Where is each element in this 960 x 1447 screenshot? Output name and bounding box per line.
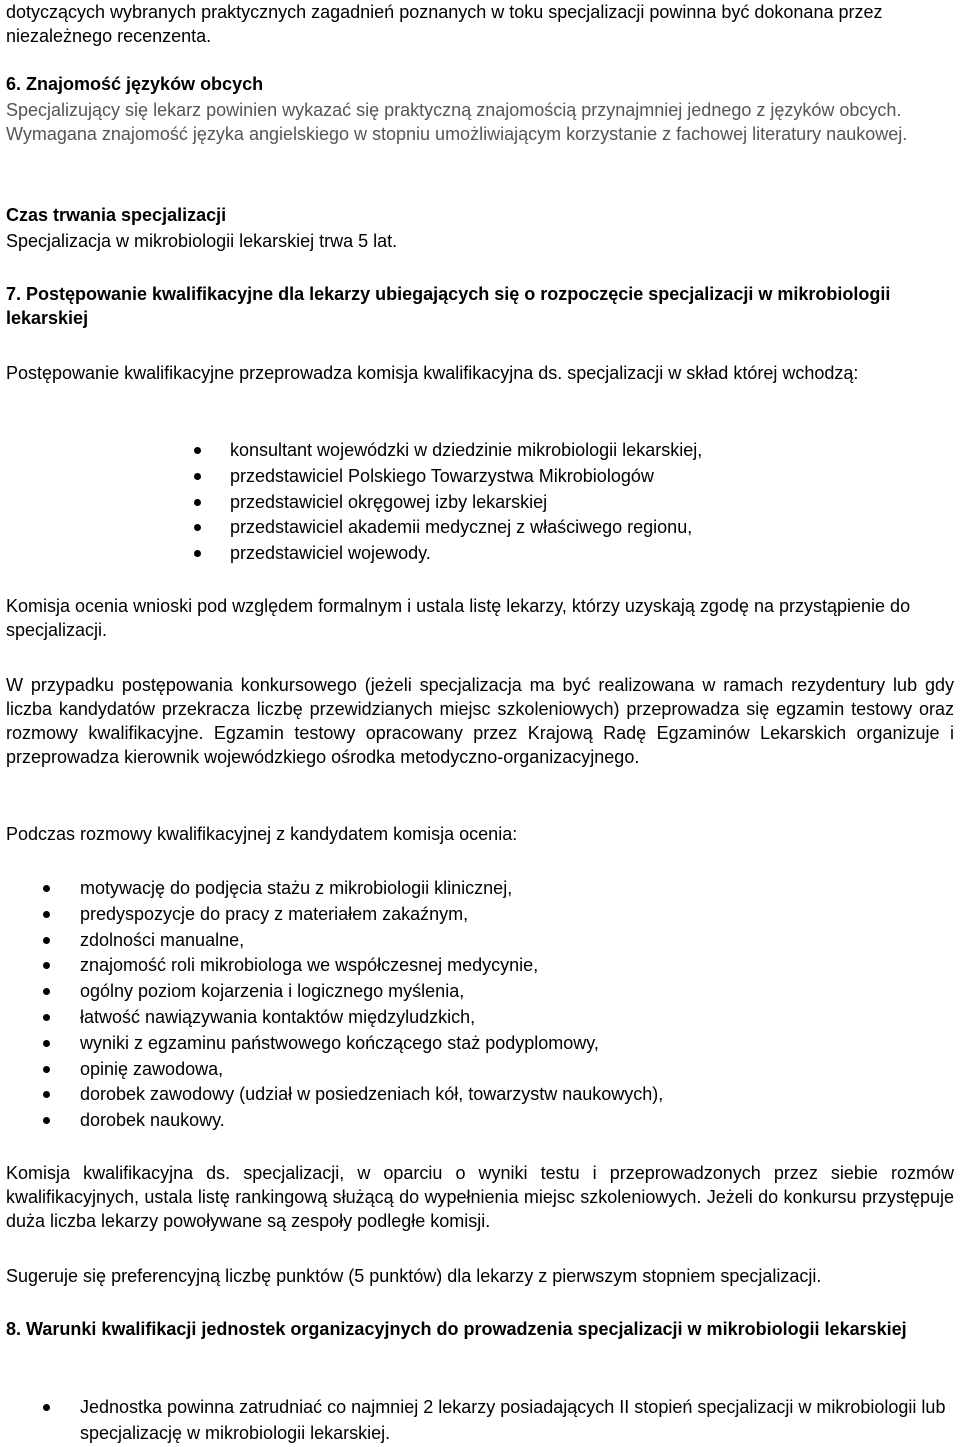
points-paragraph: Sugeruje się preferencyjną liczbę punktów (5 punktów) dla lekarzy z pierwszym stopniem specjalizacji. xyxy=(6,1266,822,1286)
committee-members-list xyxy=(6,438,954,567)
unit-conditions-list xyxy=(6,1395,954,1447)
list-item: wyniki z egzaminu państwowego kończącego staż podyplomowy, xyxy=(6,1031,954,1057)
section-8-heading: 8. Warunki kwalifikacji jednostek organizacyjnych do prowadzenia specjalizacji w mikrobiologii lekarskiej xyxy=(6,1319,907,1339)
list-item: znajomość roli mikrobiologa we współczesnej medycynie, xyxy=(6,953,954,979)
interview-criteria-list xyxy=(6,876,954,1134)
committee-intro: Postępowanie kwalifikacyjne przeprowadza komisja kwalifikacyjna ds. specjalizacji w skład której wchodzą: xyxy=(6,363,859,383)
list-item: dorobek naukowy. xyxy=(6,1108,954,1134)
list-item: dorobek zawodowy (udział w posiedzeniach kół, towarzystw naukowych), xyxy=(6,1082,954,1108)
duration-heading: Czas trwania specjalizacji xyxy=(6,205,227,225)
intro-paragraph: dotyczących wybranych praktycznych zagadnień poznanych w toku specjalizacji powinna być dokonana przez niezależnego recenzenta. xyxy=(6,2,883,46)
list-item: przedstawiciel akademii medycznej z właściwego regionu, xyxy=(6,515,954,541)
interview-intro: Podczas rozmowy kwalifikacyjnej z kandydatem komisja ocenia: xyxy=(6,824,518,844)
list-item: ogólny poziom kojarzenia i logicznego myślenia, xyxy=(6,979,954,1005)
section-7-heading: 7. Postępowanie kwalifikacyjne dla lekarzy ubiegających się o rozpoczęcie specjalizacji w mikrobiologii lekarskiej xyxy=(6,284,891,328)
section-6-heading: 6. Znajomość języków obcych xyxy=(6,74,264,94)
committee-paragraph: Komisja ocenia wnioski pod względem formalnym i ustala listę lekarzy, którzy uzyskają zgodę na przystąpienie do specjalizacji. xyxy=(6,596,911,640)
duration-body: Specjalizacja w mikrobiologii lekarskiej trwa 5 lat. xyxy=(6,231,398,251)
list-item: konsultant wojewódzki w dziedzinie mikrobiologii lekarskiej, xyxy=(6,438,954,464)
list-item: zdolności manualne, xyxy=(6,928,954,954)
list-item: przedstawiciel wojewody. xyxy=(6,541,954,567)
list-item: Jednostka powinna zatrudniać co najmniej 2 lekarzy posiadających II stopień specjalizacji w mikrobiologii lub specjalizację w mikrobiologii lekarskiej. xyxy=(6,1395,954,1447)
list-item: predyspozycje do pracy z materiałem zakaźnym, xyxy=(6,902,954,928)
list-item: przedstawiciel okręgowej izby lekarskiej xyxy=(6,490,954,516)
list-item: opinię zawodowa, xyxy=(6,1057,954,1083)
competition-paragraph: W przypadku postępowania konkursowego (jeżeli specjalizacja ma być realizowana w ramach rezydentury lub gdy liczba kandydatów przekracza liczbę przewidzianych miejsc szkoleniowych) przeprowadza się egzamin testowy oraz rozmowy kwalifikacyjne. Egzamin testowy opracowany przez Krajową Radę Egzaminów Lekarskich organizuje i przeprowadza kierownik wojewódzkiego ośrodka metodyczno-organizacyjnego. xyxy=(6,675,954,767)
list-item: motywację do podjęcia stażu z mikrobiologii klinicznej, xyxy=(6,876,954,902)
section-6-body: Specjalizujący się lekarz powinien wykazać się praktyczną znajomością przynajmniej jednego z języków obcych. Wymagana znajomość języka angielskiego w stopniu umożliwiającym korzystanie z fachowej literatury naukowej. xyxy=(6,100,908,144)
ranking-paragraph: Komisja kwalifikacyjna ds. specjalizacji, w oparciu o wyniki testu i przeprowadzonych przez siebie rozmów kwalifikacyjnych, ustala listę rankingową służącą do wypełnienia miejsc szkoleniowych. Jeżeli do konkursu przystępuje duża liczba lekarzy powoływane są zespoły podległe komisji. xyxy=(6,1163,954,1231)
list-item: przedstawiciel Polskiego Towarzystwa Mikrobiologów xyxy=(6,464,954,490)
list-item: łatwość nawiązywania kontaktów międzyludzkich, xyxy=(6,1005,954,1031)
